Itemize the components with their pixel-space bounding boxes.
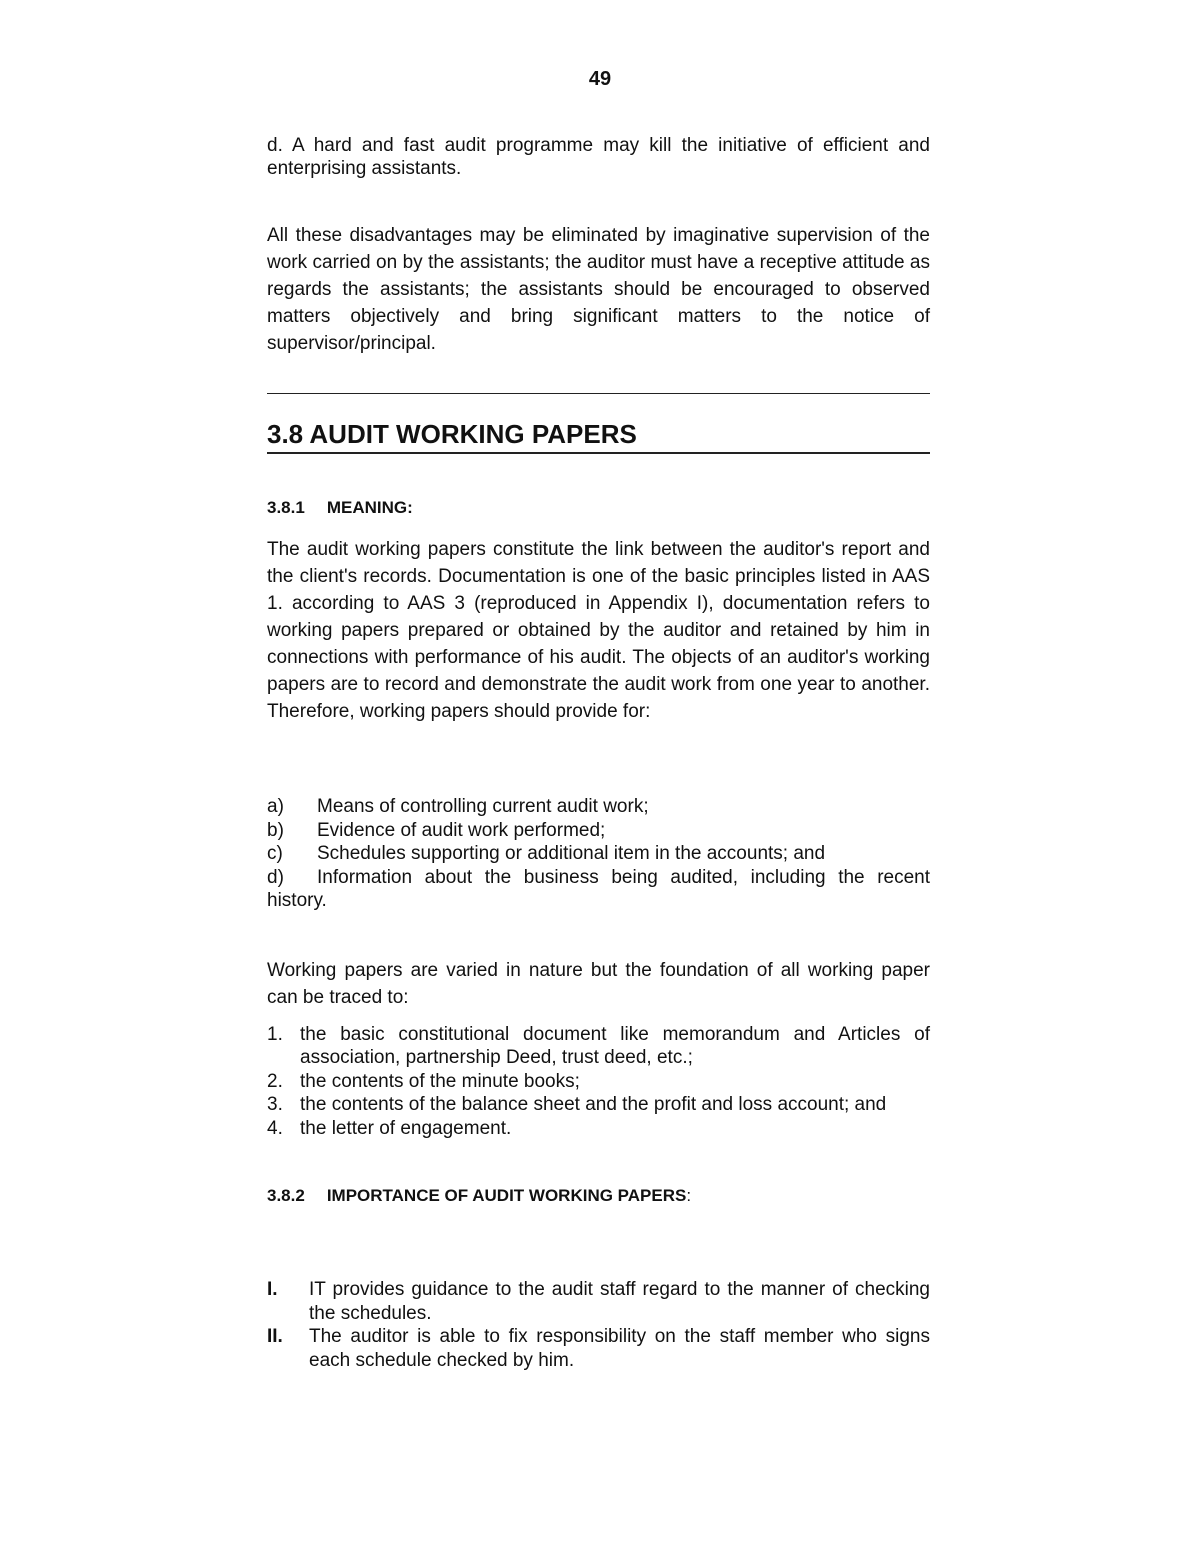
importance-list bbox=[267, 1278, 930, 1372]
page-number: 49 bbox=[588, 68, 612, 90]
list-item-text: Means of controlling current audit work; bbox=[317, 796, 649, 817]
list-item-label: 4. bbox=[267, 1117, 283, 1139]
working-papers-paragraph: Working papers are varied in nature but the foundation of all working paper can be traced to: bbox=[267, 959, 930, 1008]
meaning-paragraph: The audit working papers constitute the link between the auditor's report and the client's records. Documentation is one of the basic principles listed in AAS 1. according to AAS 3 (reproduced in Appendix I), documentation refers to working papers prepared or obtained by the auditor and retained by him in connections with performance of his audit. The objects of an auditor's working papers are to record and demonstrate the audit work from one year to another. Therefore, working papers should provide for: bbox=[267, 539, 930, 722]
list-item bbox=[267, 1325, 930, 1372]
list-item-label: 2. bbox=[267, 1070, 283, 1092]
meaning-heading bbox=[267, 496, 930, 520]
importance-title: IMPORTANCE OF AUDIT WORKING PAPERS bbox=[326, 1186, 687, 1205]
disadvantages-summary-paragraph: All these disadvantages may be eliminated by imaginative supervision of the work carried on by the assistants; the auditor must have a receptive attitude as regards the assistants; the assistants should be encouraged to observed matters objectively and bring significant matters to the notice of supervisor/principal. bbox=[267, 225, 930, 354]
list-item-label: c) bbox=[267, 843, 283, 864]
list-item-text: the contents of the minute books; bbox=[300, 1070, 580, 1092]
list-item bbox=[267, 1117, 930, 1141]
list-item-text: Information about the business being audited, including the recent history. bbox=[267, 866, 930, 911]
list-item-label: 1. bbox=[267, 1023, 283, 1045]
list-item-label: d) bbox=[267, 866, 284, 888]
list-item-text: the basic constitutional document like memorandum and Articles of association, partnership Deed, trust deed, etc.; bbox=[300, 1023, 930, 1068]
list-item bbox=[267, 866, 930, 913]
foundation-list bbox=[267, 1023, 930, 1141]
importance-number: 3.8.2 bbox=[267, 1186, 305, 1205]
list-item-text: The auditor is able to fix responsibility on the staff member who signs each schedule checked by him. bbox=[309, 1326, 930, 1371]
list-item-label: 3. bbox=[267, 1094, 283, 1115]
list-item bbox=[267, 1023, 930, 1070]
list-item-label: b) bbox=[267, 819, 284, 841]
importance-suffix: : bbox=[686, 1186, 692, 1205]
list-item-text: Schedules supporting or additional item in the accounts; and bbox=[317, 843, 826, 864]
list-item bbox=[267, 795, 930, 819]
list-item-label: II. bbox=[267, 1326, 283, 1347]
importance-heading bbox=[267, 1184, 930, 1208]
provide-for-list bbox=[267, 795, 930, 913]
disadvantage-d-paragraph: d. A hard and fast audit programme may kill the initiative of efficient and enterprising assistants. bbox=[267, 135, 930, 179]
list-item-text: the letter of engagement. bbox=[300, 1117, 512, 1139]
list-item-label: a) bbox=[267, 796, 284, 817]
list-item-text: the contents of the balance sheet and the profit and loss account; and bbox=[300, 1094, 887, 1115]
meaning-number: 3.8.1 bbox=[267, 498, 305, 517]
list-item-label: I. bbox=[267, 1279, 278, 1300]
list-item-text: Evidence of audit work performed; bbox=[317, 819, 606, 841]
list-item-text: IT provides guidance to the audit staff regard to the manner of checking the schedules. bbox=[309, 1279, 930, 1324]
meaning-title: MEANING: bbox=[326, 498, 413, 517]
list-item bbox=[267, 1070, 930, 1094]
list-item bbox=[267, 1093, 930, 1117]
list-item bbox=[267, 1278, 930, 1325]
list-item bbox=[267, 842, 930, 866]
section-title: 3.8 AUDIT WORKING PAPERS bbox=[267, 418, 930, 454]
list-item bbox=[267, 819, 930, 843]
section-divider bbox=[267, 393, 930, 394]
page-body bbox=[267, 134, 930, 1372]
